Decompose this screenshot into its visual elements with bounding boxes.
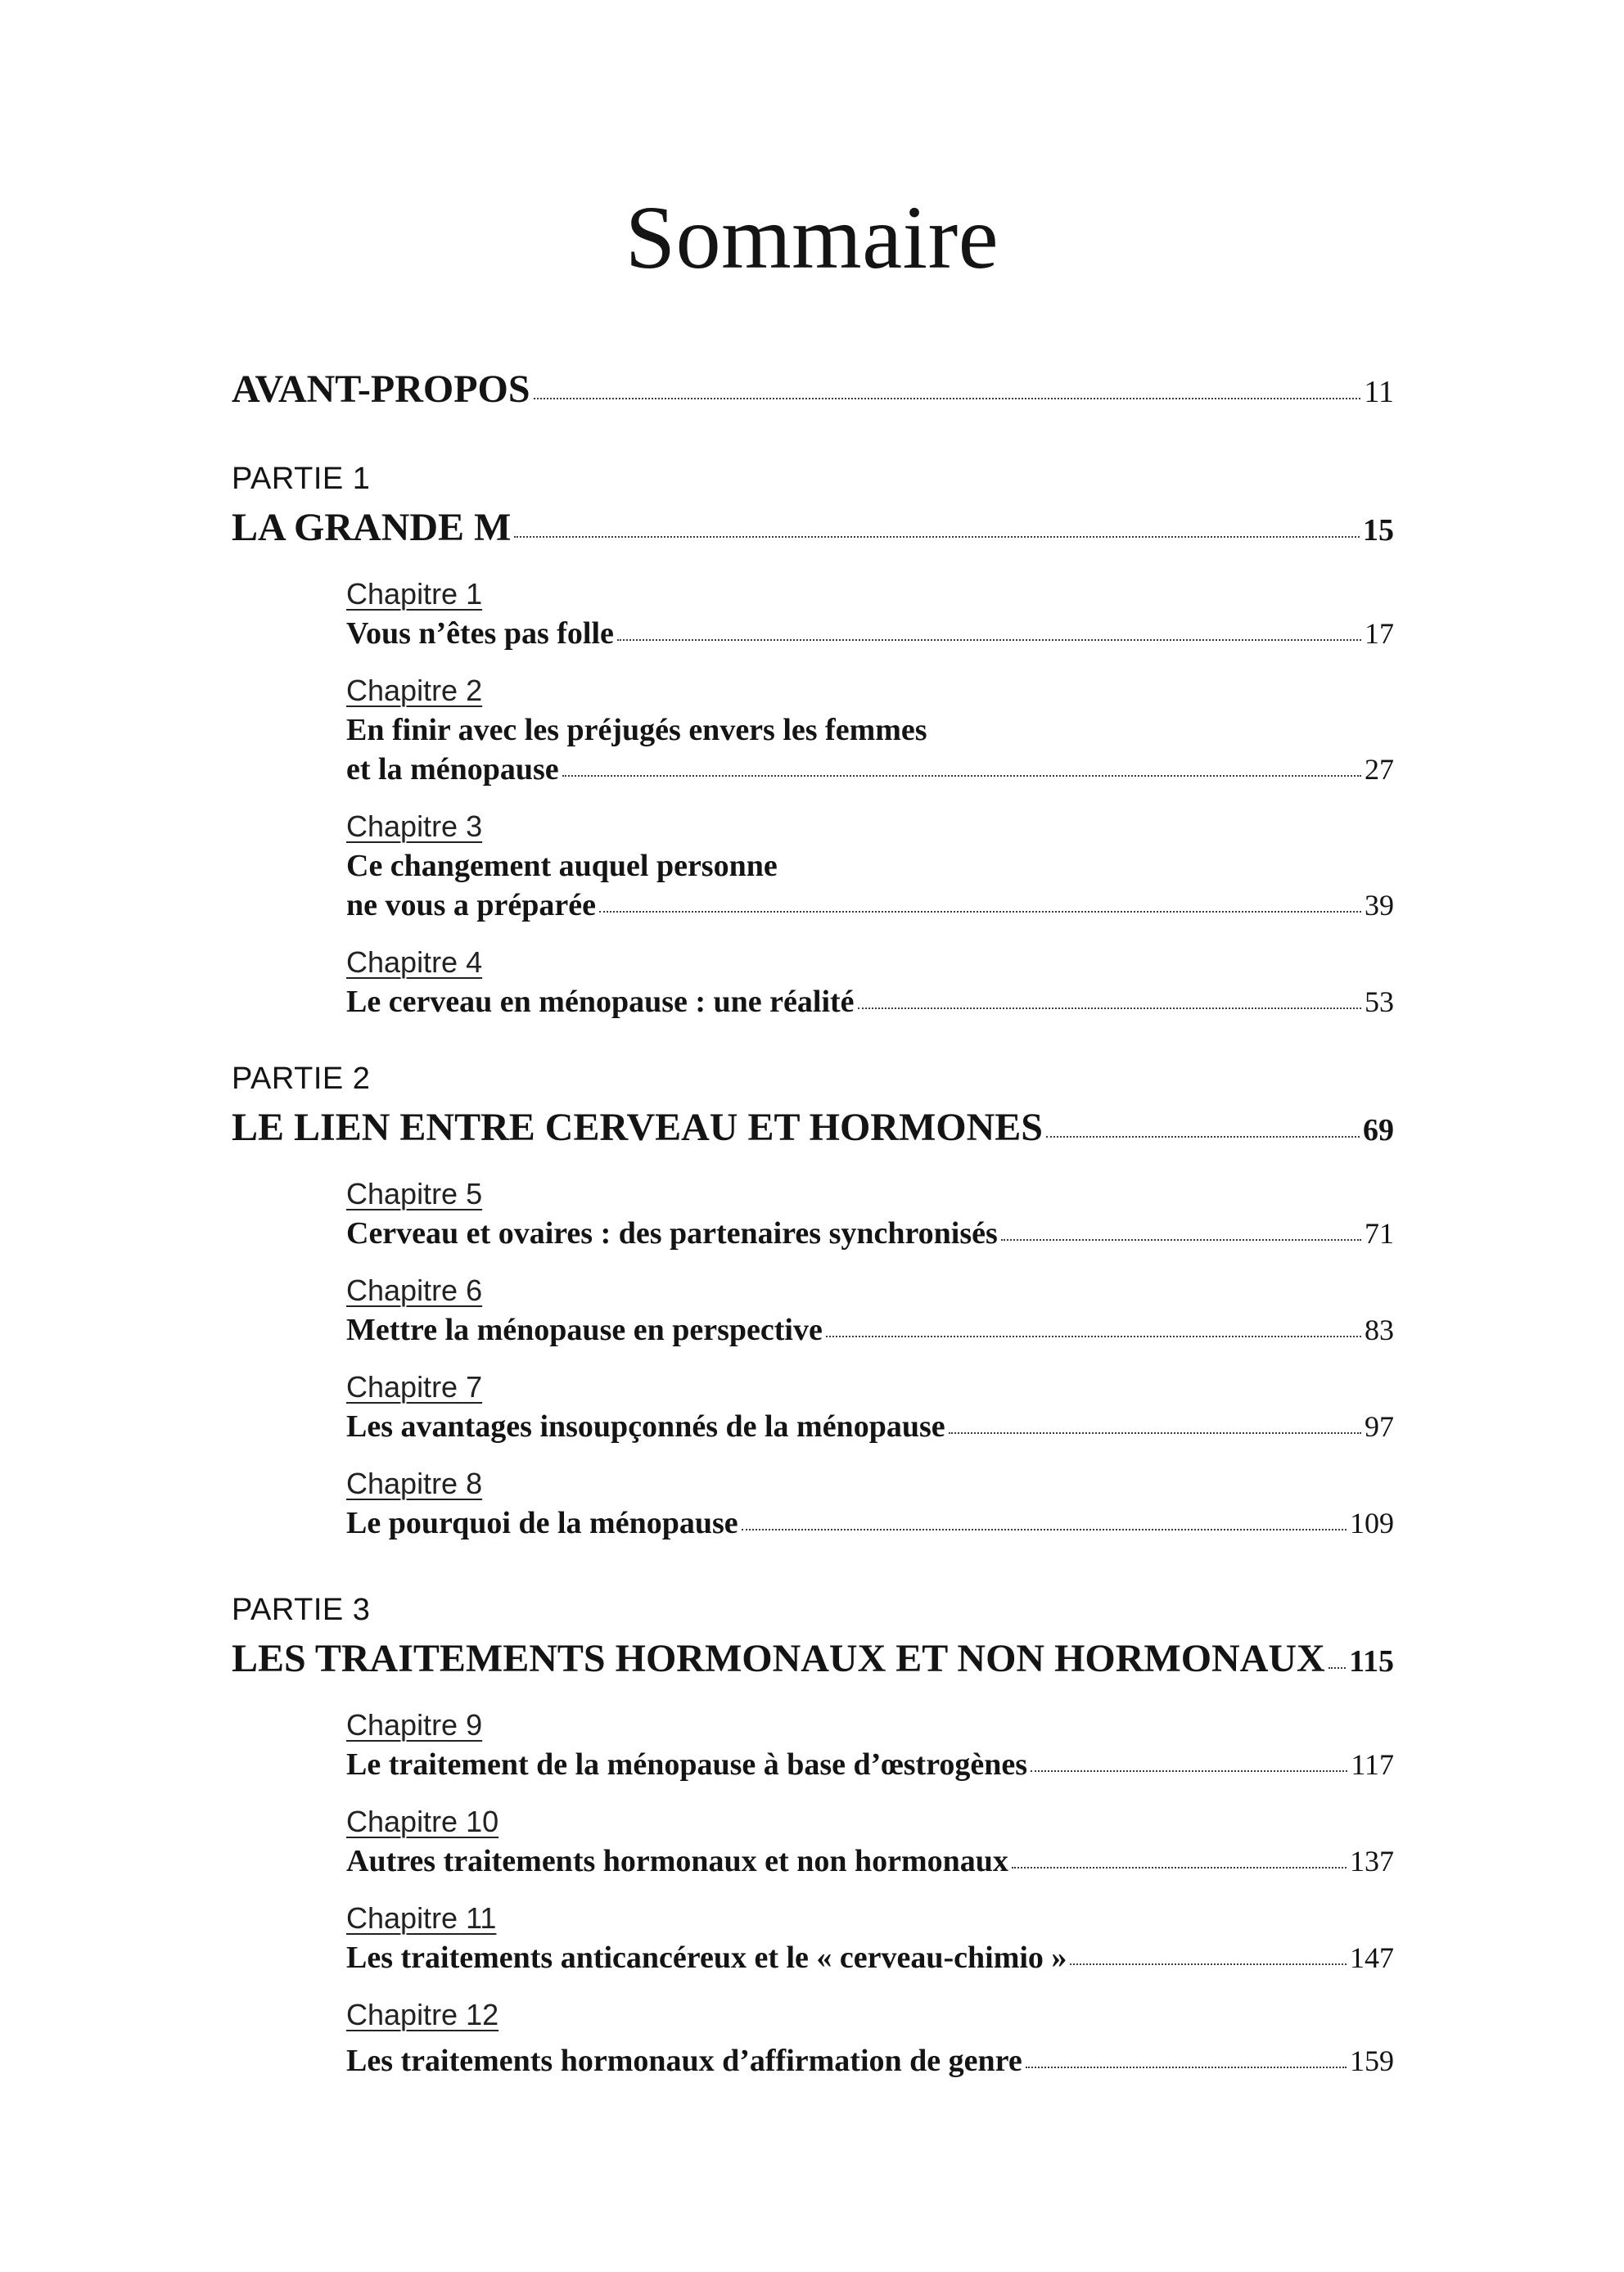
page-number: 53 [1365, 985, 1394, 1018]
page-number: 27 [1365, 753, 1394, 786]
chapter-label: Chapitre 9 [346, 1708, 483, 1742]
dot-leader [1046, 1134, 1360, 1138]
dot-leader [742, 1527, 1347, 1530]
chapter-label: Chapitre 12 [346, 1998, 499, 2031]
chapter-label: Chapitre 8 [346, 1467, 483, 1500]
dot-leader [617, 638, 1361, 641]
chapter-title: Le traitement de la ménopause à base d’œstrogènes [346, 1747, 1028, 1782]
page-number: 71 [1365, 1217, 1394, 1250]
page-number: 11 [1364, 375, 1394, 409]
page-number: 17 [1365, 617, 1394, 650]
chapter-title: Vous n’êtes pas folle [346, 616, 614, 651]
chapter-title-entry [346, 1214, 1394, 1253]
chapter-label: Chapitre 10 [346, 1805, 499, 1838]
chapter-title-line-1: Ce changement auquel personne [346, 849, 778, 883]
chapter-4[interactable] [346, 943, 1394, 1021]
chapter-title: Cerveau et ovaires : des partenaires synchronisés [346, 1216, 998, 1251]
chapter-title-entry [346, 2041, 1394, 2080]
page-number: 117 [1351, 1748, 1394, 1781]
chapter-title: Les traitements hormonaux d’affirmation de genre [346, 2044, 1022, 2078]
chapter-label: Chapitre 1 [346, 577, 483, 611]
part-1 [232, 459, 1394, 1021]
chapter-title-entry [346, 614, 1394, 653]
avant-propos-title: AVANT-PROPOS [232, 367, 530, 411]
chapter-5[interactable] [346, 1174, 1394, 1253]
chapter-title-entry [346, 1310, 1394, 1350]
chapter-title-entry [346, 750, 1394, 789]
chapter-1[interactable] [346, 575, 1394, 653]
avant-propos-entry[interactable] [232, 360, 1394, 421]
part-title-entry[interactable] [232, 1098, 1394, 1160]
dot-leader [534, 396, 1361, 399]
chapter-list [346, 1706, 1394, 2080]
chapter-list [346, 1174, 1394, 1543]
page-number: 39 [1365, 889, 1394, 922]
part-label: PARTIE 3 [232, 1593, 371, 1627]
dot-leader [1031, 1769, 1347, 1772]
chapter-title: Le cerveau en ménopause : une réalité [346, 985, 855, 1019]
page-number: 109 [1350, 1507, 1394, 1539]
chapter-8[interactable] [346, 1464, 1394, 1543]
page-number: 147 [1350, 1941, 1394, 1974]
chapter-title: et la ménopause [346, 752, 559, 787]
chapter-6[interactable] [346, 1271, 1394, 1350]
dot-leader [949, 1431, 1361, 1434]
part-title: LE LIEN ENTRE CERVEAU ET HORMONES [232, 1106, 1043, 1149]
part-3 [232, 1590, 1394, 2080]
chapter-label: Chapitre 4 [346, 945, 483, 979]
chapter-label: Chapitre 11 [346, 1901, 497, 1935]
chapter-title-entry [346, 1407, 1394, 1446]
dot-leader [1026, 2065, 1347, 2068]
chapter-title: Le pourquoi de la ménopause [346, 1506, 738, 1540]
chapter-title: ne vous a préparée [346, 888, 597, 922]
chapter-title: Mettre la ménopause en perspective [346, 1313, 823, 1347]
chapter-label: Chapitre 3 [346, 809, 483, 843]
chapter-label: Chapitre 7 [346, 1370, 483, 1404]
chapter-title-entry [346, 1745, 1394, 1784]
dot-leader [514, 534, 1360, 538]
chapter-title-line-1: En finir avec les préjugés envers les femmes [346, 713, 927, 747]
part-title-entry[interactable] [232, 498, 1394, 560]
chapter-label: Chapitre 2 [346, 674, 483, 707]
part-title: LES TRAITEMENTS HORMONAUX ET NON HORMONAUX [232, 1637, 1325, 1680]
table-of-contents [232, 360, 1394, 2087]
page-number: 159 [1350, 2044, 1394, 2077]
page-number: 83 [1365, 1314, 1394, 1346]
page-number: 15 [1363, 513, 1394, 548]
chapter-title-entry [346, 1503, 1394, 1543]
part-label: PARTIE 1 [232, 462, 371, 496]
chapter-label: Chapitre 6 [346, 1273, 483, 1307]
chapter-7[interactable] [346, 1368, 1394, 1446]
page-number: 69 [1363, 1113, 1394, 1147]
chapter-3[interactable] [346, 807, 1394, 925]
part-label: PARTIE 2 [232, 1062, 371, 1096]
page-title: Sommaire [625, 187, 999, 287]
chapter-11[interactable] [346, 1899, 1394, 1977]
chapter-title-entry [346, 886, 1394, 925]
dot-leader [1329, 1666, 1346, 1669]
part-title: LA GRANDE M [232, 506, 512, 549]
dot-leader [858, 1006, 1361, 1009]
part-title-entry[interactable] [232, 1630, 1394, 1691]
dot-leader [1070, 1962, 1347, 1965]
page-number: 97 [1365, 1410, 1394, 1443]
page-number: 115 [1349, 1644, 1394, 1679]
chapter-title-entry [346, 982, 1394, 1021]
chapter-label: Chapitre 5 [346, 1177, 483, 1210]
chapter-title: Autres traitements hormonaux et non hormonaux [346, 1844, 1008, 1878]
part-2 [232, 1059, 1394, 1543]
dot-leader [599, 909, 1361, 913]
dot-leader [1012, 1865, 1347, 1869]
chapter-title-entry [346, 1841, 1394, 1881]
chapter-12[interactable] [346, 1995, 1394, 2080]
chapter-10[interactable] [346, 1802, 1394, 1881]
dot-leader [826, 1334, 1361, 1337]
chapter-title-entry [346, 1938, 1394, 1977]
chapter-2[interactable] [346, 671, 1394, 789]
chapter-title: Les avantages insoupçonnés de la ménopause [346, 1409, 945, 1444]
page-number: 137 [1350, 1845, 1394, 1878]
dot-leader [562, 773, 1361, 777]
dot-leader [1001, 1237, 1361, 1241]
chapter-list [346, 575, 1394, 1021]
chapter-title: Les traitements anticancéreux et le « cerveau-chimio » [346, 1941, 1067, 1975]
chapter-9[interactable] [346, 1706, 1394, 1784]
